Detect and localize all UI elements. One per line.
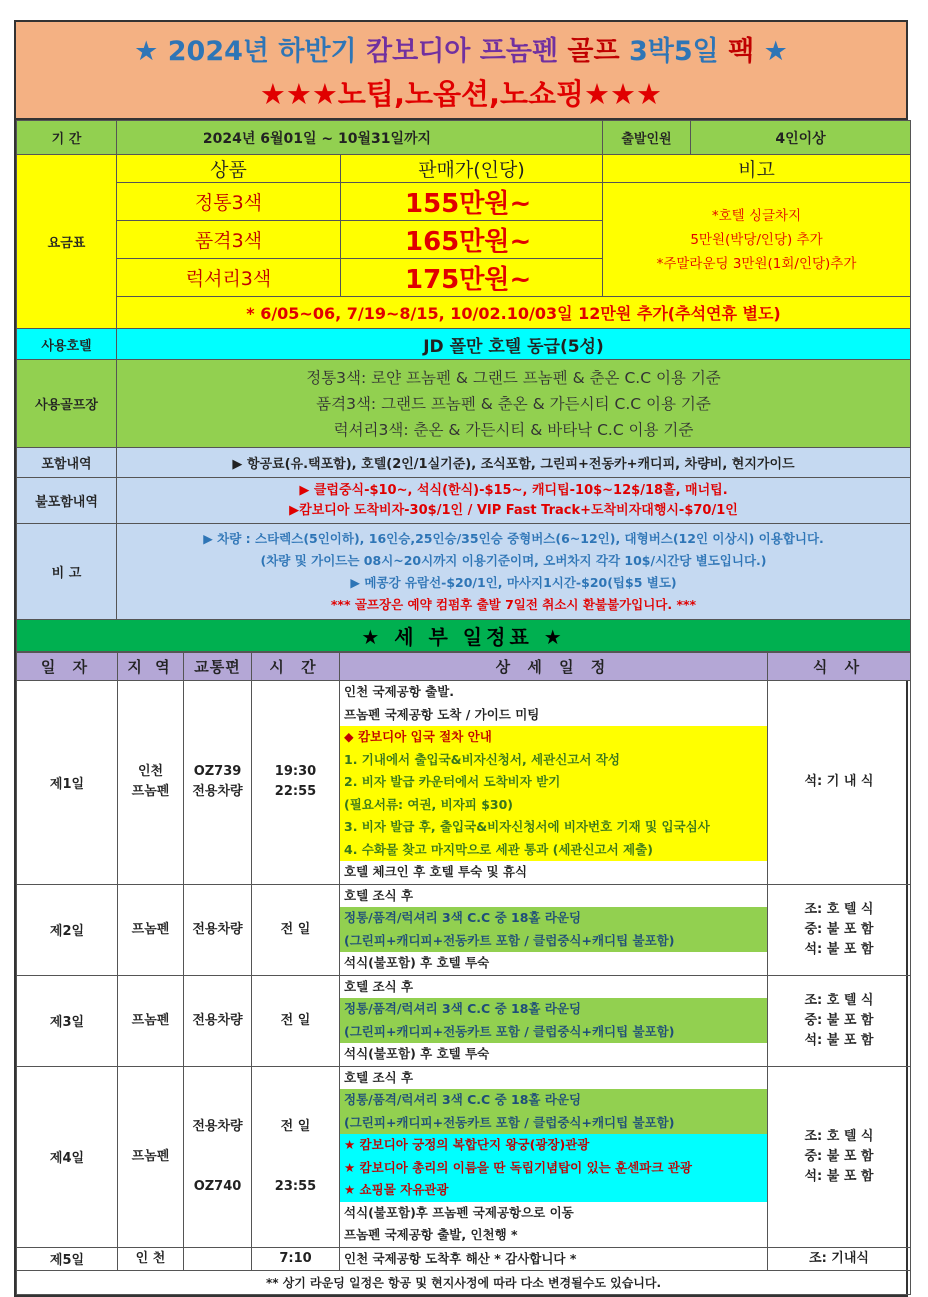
- hotel-label: 사용호텔: [17, 329, 117, 360]
- schedule-transport: 전용차량: [184, 975, 252, 1066]
- schedule-detail: [340, 1066, 768, 1247]
- schedule-table: [16, 652, 911, 1295]
- col-day: 일 자: [17, 653, 118, 681]
- schedule-detail-line: 3. 비자 발급 후, 출입국&비자신청서에 비자번호 기재 및 입국심사: [340, 816, 767, 839]
- schedule-detail-line: 정통/품격/럭셔리 3색 C.C 중 18홀 라운딩: [340, 907, 767, 930]
- schedule-day: 제5일: [17, 1247, 118, 1271]
- schedule-transport: OZ739 전용차량: [184, 681, 252, 885]
- schedule-detail-line: 프놈펜 국제공항 출발, 인천행 *: [344, 1227, 518, 1242]
- price-row-price: 155만원~: [341, 183, 603, 221]
- itinerary-sheet: [14, 20, 908, 1297]
- footnote: ** 상기 라운딩 일정은 항공 및 현지사정에 따라 다소 변경될수도 있습니다.: [17, 1271, 911, 1295]
- schedule-meal: 석: 기 내 식: [768, 681, 911, 885]
- schedule-region: 프놈펜: [118, 975, 184, 1066]
- schedule-transport: 전용차량: [184, 884, 252, 975]
- excluded-label: 불포함내역: [17, 478, 117, 524]
- schedule-row: [17, 681, 911, 885]
- included-label: 포함내역: [17, 448, 117, 478]
- pax-cell: [603, 121, 911, 155]
- period-label: 기 간: [17, 121, 117, 155]
- pricing-label: 요금표: [17, 155, 117, 329]
- price-row-product: 럭셔리3색: [117, 259, 341, 297]
- schedule-meal: 조: 호 텔 식 중: 불 포 함 석: 불 포 함: [768, 884, 911, 975]
- schedule-detail-line: (필요서류: 여권, 비자피 $30): [340, 794, 767, 817]
- golf-label: 사용골프장: [17, 360, 117, 448]
- schedule-row: [17, 975, 911, 1066]
- price-row-product: 품격3색: [117, 221, 341, 259]
- price-row-product: 정통3색: [117, 183, 341, 221]
- schedule-detail-line: (그린피+캐디피+전동카트 포함 / 클럽중식+캐디팁 불포함): [340, 1021, 767, 1044]
- schedule-detail-line: 정통/품격/럭셔리 3색 C.C 중 18홀 라운딩: [340, 1089, 767, 1112]
- pax-label: 출발인원: [603, 121, 691, 154]
- schedule-detail: [340, 884, 768, 975]
- schedule-region: 인 천: [118, 1247, 184, 1271]
- schedule-time: 전 일: [252, 975, 340, 1066]
- info-table: [16, 120, 911, 652]
- schedule-transport: [184, 1247, 252, 1271]
- schedule-detail-line: 1. 기내에서 출입국&비자신청서, 세관신고서 작성: [340, 749, 767, 772]
- schedule-detail: [340, 681, 768, 885]
- schedule-detail-line: 인천 국제공항 도착후 해산 * 감사합니다 *: [344, 1250, 577, 1266]
- schedule-detail-line: 호텔 조식 후: [344, 1069, 414, 1085]
- schedule-row: [17, 1066, 911, 1247]
- col-meal: 식 사: [768, 653, 911, 681]
- golf-courses: 정통3색: 로얀 프놈펜 & 그랜드 프놈펜 & 춘온 C.C 이용 기준 품격3색: 그랜드 프놈펜 & 춘온 & 가든시티 C.C 이용 기준 럭셔리3색: 춘온 & 가든시티 & 바타낙 C.C 이용 기준: [117, 360, 911, 448]
- schedule-detail-line: 프놈펜 국제공항 도착 / 가이드 미팅: [344, 706, 540, 722]
- remarks-value: ▶ 차량 : 스타렉스(5인이하), 16인승,25인승/35인승 중형버스(6~12인), 대형버스(12인 이상시) 이용합니다. (차량 및 가이드는 08시~20시까지 이용기준이며, 오버차지 각각 10$/시간당 별도입니다.) ▶ 메콩강 유람선-$20/1인, 마사지1시간-$20(팁$5 별도) *** 골프장은 예약 컴펌후 출발 7일전 취소시 환불불가입니다. ***: [117, 524, 911, 620]
- schedule-day: 제4일: [17, 1066, 118, 1247]
- schedule-detail-line: 호텔 체크인 후 호텔 투숙 및 휴식: [344, 864, 528, 879]
- schedule-detail-line: ★ 캄보디아 궁정의 복합단지 왕궁(광장)관광: [340, 1134, 768, 1157]
- col-time: 시 간: [252, 653, 340, 681]
- schedule-detail-line: 호텔 조식 후: [344, 978, 414, 994]
- schedule-meal: 조: 호 텔 식 중: 불 포 함 석: 불 포 함: [768, 975, 911, 1066]
- page-subtitle: ★★★노팁,노옵션,노쇼핑★★★: [259, 77, 663, 111]
- schedule-day: 제1일: [17, 681, 118, 885]
- schedule-detail-line: ★ 쇼핑몰 자유관광: [340, 1179, 768, 1202]
- schedule-time: 전 일 23:55: [252, 1066, 340, 1247]
- schedule-day: 제3일: [17, 975, 118, 1066]
- col-detail: 상 세 일 정: [340, 653, 768, 681]
- pax-value: 4인이상: [775, 130, 826, 147]
- pricing-head-product: 상품: [117, 155, 341, 183]
- schedule-time: 19:30 22:55: [252, 681, 340, 885]
- pricing-head-note: 비고: [603, 155, 911, 183]
- schedule-meal: 조: 기내식: [768, 1247, 911, 1271]
- schedule-row: [17, 884, 911, 975]
- schedule-detail-line: 인천 국제공항 출발.: [344, 684, 455, 699]
- title-banner: [16, 22, 906, 120]
- pricing-surcharge: * 6/05~06, 7/19~8/15, 10/02.10/03일 12만원 추가(추석연휴 별도): [117, 297, 911, 329]
- schedule-detail: [340, 1247, 768, 1271]
- schedule-detail-line: (그린피+캐디피+전동카트 포함 / 클럽중식+캐디팁 불포함): [340, 930, 767, 953]
- excluded-value: ▶ 클럽중식-$10~, 석식(한식)-$15~, 캐디팁-10$~12$/18홀, 매너팁. ▶캄보디아 도착비자-30$/1인 / VIP Fast Track+도착비자대행시-$70/1인: [117, 478, 911, 524]
- schedule-region: 프놈펜: [118, 884, 184, 975]
- schedule-detail-line: 2. 비자 발급 카운터에서 도착비자 받기: [340, 771, 767, 794]
- schedule-body: [17, 681, 911, 1271]
- schedule-detail-line: 4. 수화물 찾고 마지막으로 세관 통과 (세관신고서 제출): [340, 839, 767, 862]
- period-value: 2024년 6월01일 ~ 10월31일까지: [117, 121, 603, 155]
- page-title: ★ 2024년 하반기 캄보디아 프놈펜 골프 3박5일 팩 ★: [134, 36, 788, 67]
- schedule-transport: 전용차량 OZ740: [184, 1066, 252, 1247]
- price-row-price: 175만원~: [341, 259, 603, 297]
- schedule-detail-line: ★ 캄보디아 총리의 이름을 딴 독립기념탑이 있는 훈센파크 관광: [340, 1157, 768, 1180]
- schedule-meal: 조: 호 텔 식 중: 불 포 함 석: 불 포 함: [768, 1066, 911, 1247]
- pricing-head-price: 판매가(인당): [341, 155, 603, 183]
- hotel-value: JD 폴만 호텔 동급(5성): [117, 329, 911, 360]
- included-value: ▶ 항공료(유.택포함), 호텔(2인/1실기준), 조식포함, 그린피+전동카+캐디피, 차량비, 현지가이드: [117, 448, 911, 478]
- schedule-title: ★ 세 부 일정표 ★: [17, 620, 911, 652]
- schedule-row: [17, 1247, 911, 1271]
- col-transport: 교통편: [184, 653, 252, 681]
- schedule-detail-line: 석식(불포함) 후 호텔 투숙: [344, 1046, 490, 1061]
- pricing-note: *호텔 싱글차지 5만원(박당/인당) 추가 *주말라운딩 3만원(1회/인당)추가: [603, 183, 911, 297]
- col-region: 지 역: [118, 653, 184, 681]
- schedule-day: 제2일: [17, 884, 118, 975]
- schedule-detail-line: ◆ 캄보디아 입국 절차 안내: [340, 726, 767, 749]
- schedule-detail: [340, 975, 768, 1066]
- schedule-detail-line: 정통/품격/럭셔리 3색 C.C 중 18홀 라운딩: [340, 998, 767, 1021]
- schedule-time: 7:10: [252, 1247, 340, 1271]
- schedule-region: 프놈펜: [118, 1066, 184, 1247]
- schedule-detail-line: 석식(불포함)후 프놈펜 국제공항으로 이동: [344, 1204, 574, 1220]
- schedule-detail-line: (그린피+캐디피+전동카트 포함 / 클럽중식+캐디팁 불포함): [340, 1112, 767, 1135]
- remarks-label: 비 고: [17, 524, 117, 620]
- schedule-region: 인천 프놈펜: [118, 681, 184, 885]
- schedule-detail-line: 호텔 조식 후: [344, 887, 414, 903]
- schedule-time: 전 일: [252, 884, 340, 975]
- schedule-detail-line: 석식(불포함) 후 호텔 투숙: [344, 955, 490, 970]
- price-row-price: 165만원~: [341, 221, 603, 259]
